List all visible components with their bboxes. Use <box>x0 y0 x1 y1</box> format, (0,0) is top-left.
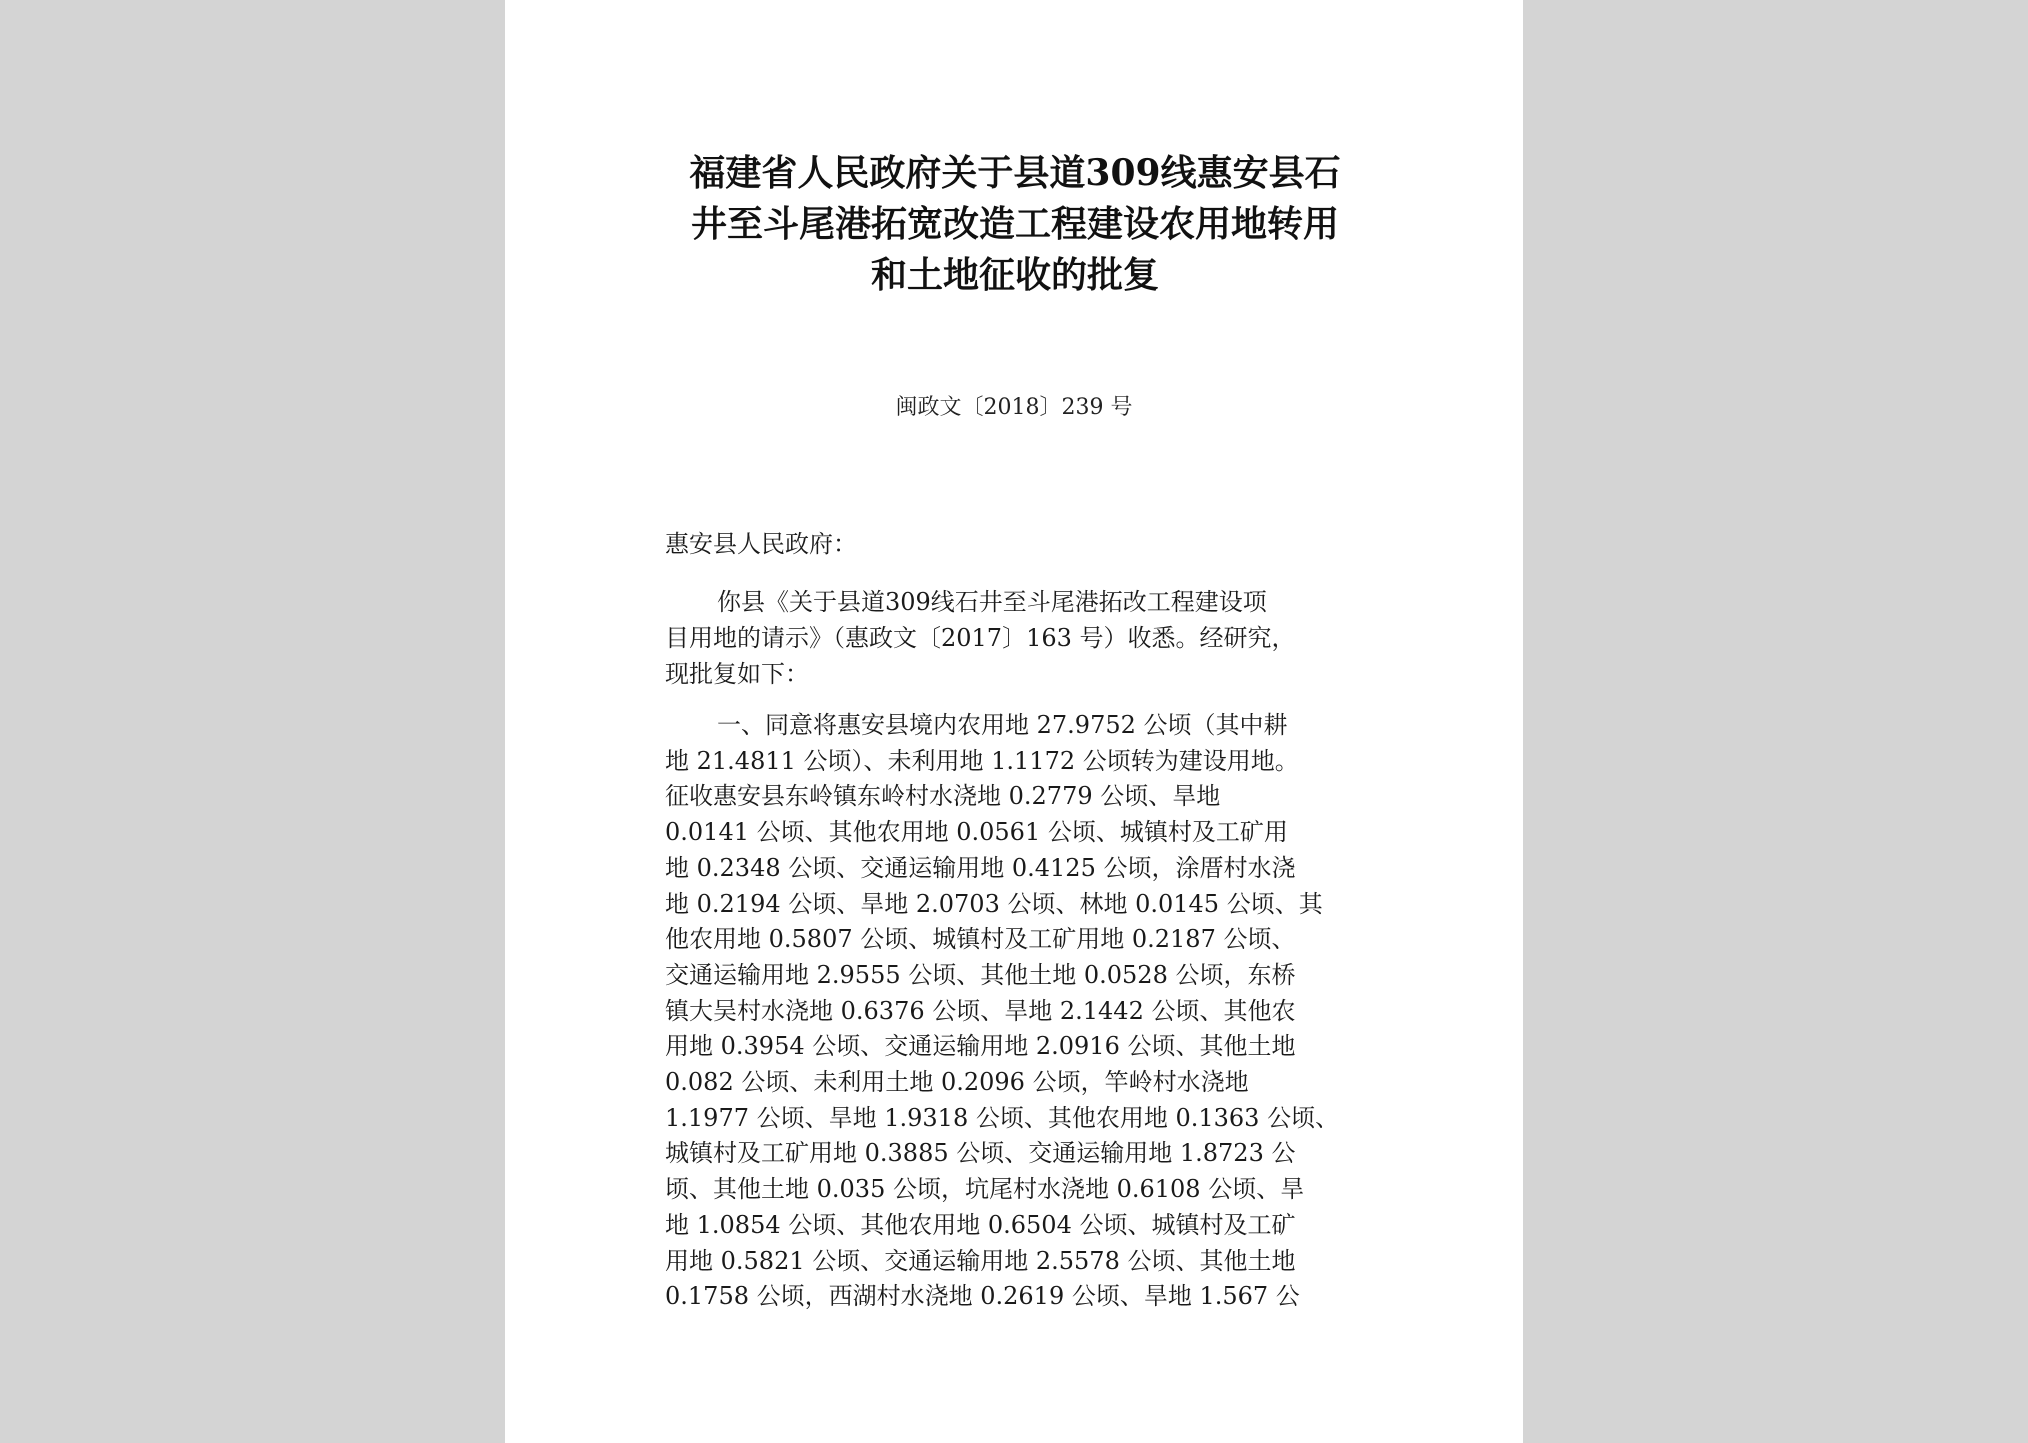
title-line: 福建省人民政府关于县道309线惠安县石 <box>689 152 1341 194</box>
title-line: 和土地征收的批复 <box>870 254 1159 296</box>
paragraph-line: 地 21.4811 公顷）、未利用地 1.1172 公顷转为建设用地。 <box>665 746 1299 775</box>
document-page <box>505 0 1523 1443</box>
paragraph-line: 城镇村及工矿用地 0.3885 公顷、交通运输用地 1.8723 公 <box>665 1139 1296 1168</box>
paragraph-line: 地 0.2194 公顷、旱地 2.0703 公顷、林地 0.0145 公顷、其 <box>665 889 1323 918</box>
paragraph-line: 镇大吴村水浇地 0.6376 公顷、旱地 2.1442 公顷、其他农 <box>665 996 1296 1025</box>
paragraph-line: 交通运输用地 2.9555 公顷、其他土地 0.0528 公顷，东桥 <box>665 960 1296 989</box>
document-title <box>655 148 1375 301</box>
paragraph-line: 目用地的请示》（惠政文〔2017〕163 号）收悉。经研究， <box>665 624 1296 652</box>
paragraph-line: 0.082 公顷、未利用土地 0.2096 公顷，竿岭村水浇地 <box>665 1068 1249 1097</box>
salutation: 惠安县人民政府： <box>665 530 857 558</box>
document-number: 闽政文〔2018〕239 号 <box>895 395 1133 420</box>
paragraph-2 <box>665 708 1405 1315</box>
paragraph-line: 征收惠安县东岭镇东岭村水浇地 0.2779 公顷、旱地 <box>665 782 1221 811</box>
paragraph-line: 你县《关于县道309线石井至斗尾港拓改工程建设项 <box>717 588 1267 616</box>
paragraph-line: 0.1758 公顷，西湖村水浇地 0.2619 公顷、旱地 1.567 公 <box>665 1282 1300 1311</box>
paragraph-line: 1.1977 公顷、旱地 1.9318 公顷、其他农用地 0.1363 公顷、 <box>665 1103 1340 1132</box>
title-line: 井至斗尾港拓宽改造工程建设农用地转用 <box>690 203 1339 245</box>
paragraph-line: 他农用地 0.5807 公顷、城镇村及工矿用地 0.2187 公顷、 <box>665 925 1296 954</box>
paragraph-line: 用地 0.5821 公顷、交通运输用地 2.5578 公顷、其他土地 <box>665 1246 1296 1275</box>
paragraph-line: 一、同意将惠安县境内农用地 27.9752 公顷（其中耕 <box>717 711 1288 739</box>
paragraph-line: 地 0.2348 公顷、交通运输用地 0.4125 公顷，涂厝村水浇 <box>665 853 1296 882</box>
paragraph-line: 用地 0.3954 公顷、交通运输用地 2.0916 公顷、其他土地 <box>665 1032 1296 1061</box>
paragraph-line: 现批复如下： <box>665 660 809 688</box>
paragraph-line: 0.0141 公顷、其他农用地 0.0561 公顷、城镇村及工矿用 <box>665 818 1288 847</box>
paragraph-line: 地 1.0854 公顷、其他农用地 0.6504 公顷、城镇村及工矿 <box>665 1210 1296 1239</box>
paragraph-line: 顷、其他土地 0.035 公顷，坑尾村水浇地 0.6108 公顷、旱 <box>665 1175 1305 1204</box>
paragraph-1 <box>665 584 1405 692</box>
